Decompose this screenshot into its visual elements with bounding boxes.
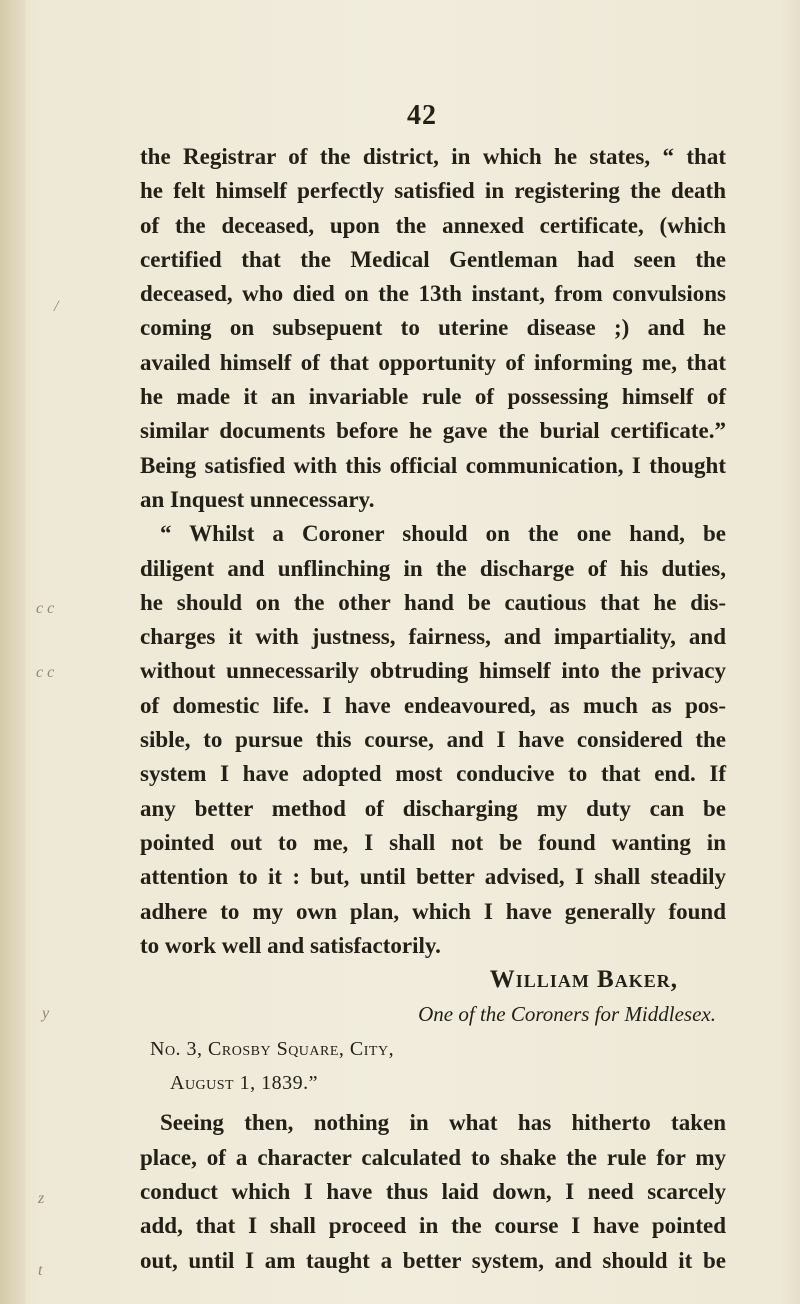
binding-gutter — [0, 0, 26, 1304]
margin-mark: / — [54, 298, 59, 315]
text-line: to work well and satisfactorily. — [140, 932, 441, 958]
text-line: of the deceased, upon the annexed certificate, (which — [140, 212, 726, 238]
text-line: similar documents before he gave the burial certificate.” — [140, 418, 726, 444]
text-line: sible, to pursue this course, and I have considered the — [140, 727, 726, 753]
text-line: conduct which I have thus laid down, I need scarcely — [140, 1178, 726, 1204]
text-line: availed himself of that opportunity of informing me, that — [140, 349, 726, 375]
text-line: certified that the Medical Gentleman had seen the — [140, 246, 726, 272]
address-date: August 1, 1839.” — [170, 1072, 318, 1095]
text-line: pointed out to me, I shall not be found wanting in — [140, 829, 726, 855]
text-line: out, until I am taught a better system, and should it be — [140, 1247, 726, 1273]
text-line: deceased, who died on the 13th instant, from convulsions — [140, 281, 726, 307]
margin-mark: c c — [36, 600, 55, 617]
margin-mark: z — [38, 1190, 45, 1207]
text-line: system I have adopted most conducive to that end. If — [140, 761, 726, 787]
text-line: without unnecessarily obtruding himself into the privacy — [140, 658, 726, 684]
text-line: adhere to my own plan, which I have generally found — [140, 898, 726, 924]
text-line: of domestic life. I have endeavoured, as much as pos- — [140, 692, 726, 718]
text-line: he felt himself perfectly satisfied in registering the death — [140, 178, 726, 204]
signature-name: William Baker, — [489, 966, 678, 994]
text-line: he should on the other hand be cautious that he dis- — [140, 589, 726, 615]
text-line: coming on subsepuent to uterine disease ;) and he — [140, 315, 726, 341]
margin-mark: y — [42, 1005, 50, 1022]
text-line: attention to it : but, until better advised, I shall steadily — [140, 864, 726, 890]
signature-role: One of the Coroners for Middlesex. — [418, 1002, 716, 1027]
text-line: the Registrar of the district, in which he states, “ that — [140, 144, 726, 169]
page-number: 42 — [407, 100, 437, 131]
text-line: Being satisfied with this official communication, I thought — [140, 452, 726, 478]
text-line: diligent and unflinching in the discharge of his duties, — [140, 555, 726, 581]
text-line: add, that I shall proceed in the course I have pointed — [140, 1213, 726, 1239]
text-line: any better method of discharging my duty can be — [140, 795, 726, 821]
text-line: place, of a character calculated to shake the rule for my — [140, 1144, 726, 1170]
margin-mark: t — [38, 1262, 43, 1279]
text-line: charges it with justness, fairness, and impartiality, and — [140, 624, 726, 650]
margin-mark: c c — [36, 664, 55, 681]
text-line: he made it an invariable rule of possessing himself of — [140, 384, 726, 410]
text-line: an Inquest unnecessary. — [140, 486, 375, 512]
text-line: “ Whilst a Coroner should on the one hand, be — [160, 521, 726, 547]
address-line: No. 3, Crosby Square, City, — [150, 1037, 395, 1060]
body-text — [140, 140, 726, 1278]
text-line: Seeing then, nothing in what has hitherto taken — [160, 1110, 726, 1136]
